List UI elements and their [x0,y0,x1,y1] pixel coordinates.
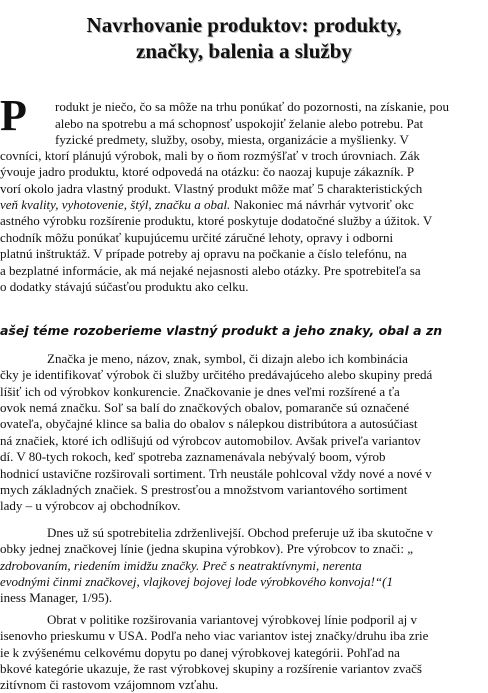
title-line-1: Navrhovanie produktov: produkty, [86,13,402,37]
text-line: a bezplatné informácie, ak má nejaké nejasnosti alebo otázky. Pre spotrebiteľa sa [0,263,421,278]
text-line: alebo na spotrebu a má schopnosť uspokojiť želanie alebo potrebu. Pat [55,116,424,131]
section-heading: ašej téme rozoberieme vlastný produkt a jeho znaky, obal a zn [0,323,443,338]
text-line: lady – u výrobcov aj obchodníkov. [0,498,181,513]
text-line: mych základných značiek. S prestrosťou a množstvom variantového sortiment [0,482,408,497]
text-line: isenovho prieskumu v USA. Podľa neho viac variantov istej značky/druhu iba zrie [0,628,429,643]
text-line: rodukt je niečo, čo sa môže na trhu ponúkať do pozornosti, na získanie, pou [55,99,450,114]
text-line: Obrat v politike rozširovania variantovej výrobkovej línie podporil aj v [47,612,418,627]
title-line-2: značky, balenia a služby [136,39,352,63]
text-line: bkové kategórie ukazuje, že rast výrobkovej skupiny a rozšírenie variantov zvačš [0,661,422,676]
drop-cap: P [0,91,27,140]
text-line: evodnými činmi značkovej, vlajkovej bojovej lode výrobkového konvoja!“(1 [0,574,393,589]
text-line: covníci, ktorí plánujú výrobok, mali by o ňom rozmýšľať v troch úrovniach. Zák [0,148,420,163]
text-line: ovok nemá značku. Soľ sa balí do značkových obalov, pomaranče sú označené [0,400,410,415]
text-line: líšiť ich od výrobkov konkurencie. Značkovanie je dnes veľmi rozšírené a ťa [0,384,400,399]
text-line: ývouje jadro produktu, ktoré odpovedá na otázku: čo naozaj kupuje zákazník. P [0,164,415,179]
text-line: chodník môžu ponúkať kupujúcemu určité záručné lehoty, opravy i odborni [0,230,394,245]
text-line [0,197,414,213]
text-line: vorí okolo jadra vlastný produkt. Vlastný produkt môže mať 5 charakteristických [0,181,423,196]
text-line: ovateľa, obyčajné klince sa balia do obalov s nálepkou distribútora a autosúčiast [0,416,418,431]
text-line: zdrobovaním, riedením imidžu značky. Preč s neatraktívnymi, nerenta [0,558,362,573]
text-line: zitívnom či rastovom vzájomnom vzťahu. [0,677,219,692]
text-line: čky je identifikovať výrobok či služby určitého predávajúceho alebo skupiny predá [0,367,433,382]
text-line: platnú inštruktáž. V prípade potreby aj opravu na počkanie a číslo telefónu, na [0,246,407,261]
text-line: dí. V 80-tych rokoch, keď spotreba zaznamenávala nebývalý boom, výrob [0,449,386,464]
text-line: o dodatky stávajú súčasťou produktu ako celku. [0,279,249,294]
text-line: iness Manager, 1/95). [0,590,113,605]
text-line: Značka je meno, názov, znak, symbol, či dizajn alebo ich kombinácia [47,351,408,366]
text-line: astného výrobku rozšírenie produktu, ktoré poskytuje dodatočné služby a úžitok. V [0,213,433,228]
text-line: fyzické predmety, služby, osoby, miesta, organizácie a myšlienky. V [55,132,409,147]
text-line: ná značiek, ktoré ich odlišujú od výrobcov automobilov. Avšak priveľa variantov [0,433,421,448]
page-title [0,12,488,64]
text-line: obky jednej značkovej línie (jedna skupina výrobkov). Pre výrobcov to znači: „ [0,541,413,556]
italic-text: veň kvality, vyhotovenie, štýl, značku a obal. [0,197,231,212]
text-line: ie k zvýšenému celkovému dopytu po danej výrobkovej kategórii. Pohľad na [0,645,400,660]
text-line: hodnicí ustavične rozširovali sortiment. Trh neustále pohlcoval vždy nové a nové v [0,466,432,481]
text-line: Dnes už sú spotrebitelia zdrženlivejší. Obchod preferuje už iba skutočne v [47,525,433,540]
text-segment: Nakoniec má návrhár vytvoriť okc [230,197,414,212]
